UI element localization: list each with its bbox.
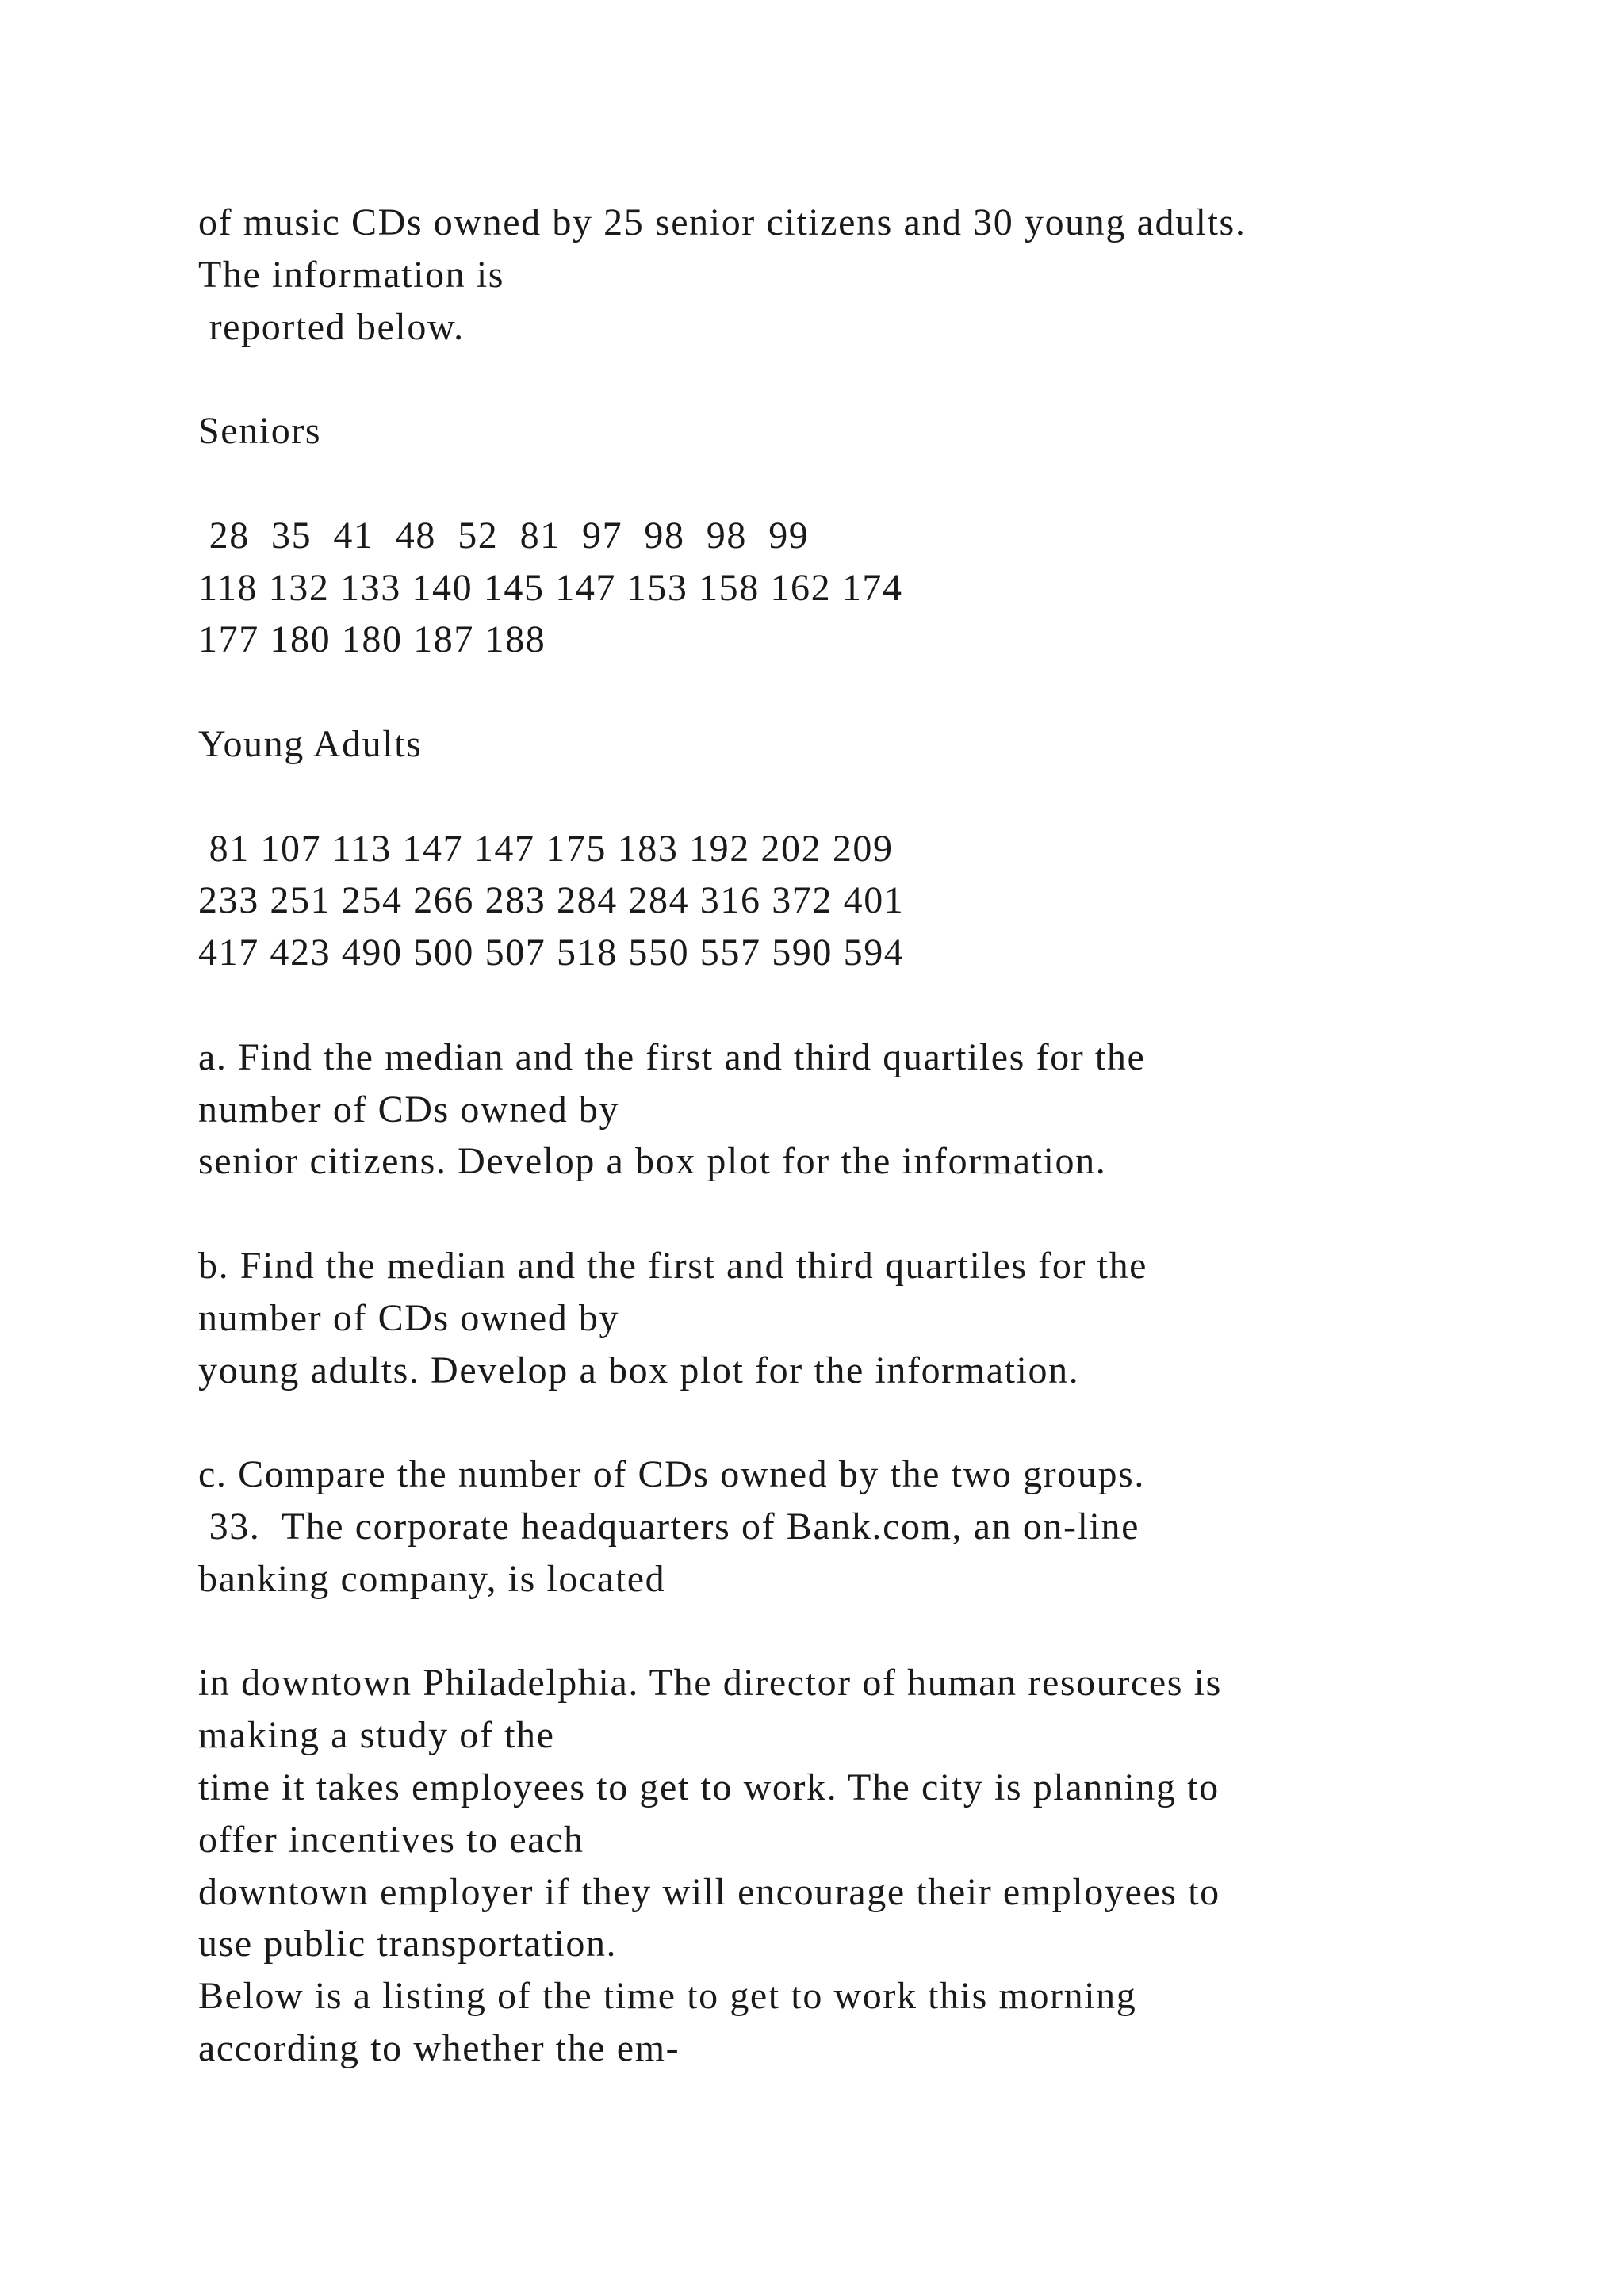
- data-row-young-adults: 417 423 490 500 507 518 550 557 590 594: [198, 932, 905, 974]
- problem-33: Below is a listing of the time to get to work this morning: [198, 1975, 1137, 2018]
- document-body: [198, 197, 1546, 2075]
- question-a: senior citizens. Develop a box plot for the information.: [198, 1140, 1107, 1183]
- problem-33: banking company, is located: [198, 1557, 666, 1600]
- blank-line: [198, 353, 1546, 405]
- section-heading-young-adults: Young Adults: [198, 722, 423, 765]
- blank-line: [198, 979, 1546, 1031]
- problem-33: time it takes employees to get to work. The city is planning to: [198, 1766, 1220, 1808]
- problem-33: 33. The corporate headquarters of Bank.com, an on-line: [198, 1505, 1139, 1548]
- data-row-young-adults: 81 107 113 147 147 175 183 192 202 209: [198, 827, 894, 870]
- question-b: number of CDs owned by: [198, 1296, 620, 1339]
- problem-33: according to whether the em-: [198, 2026, 680, 2069]
- blank-line: [198, 457, 1546, 510]
- blank-line: [198, 1396, 1546, 1448]
- data-row-seniors: 28 35 41 48 52 81 97 98 98 99: [198, 514, 810, 557]
- question-b: young adults. Develop a box plot for the information.: [198, 1349, 1080, 1391]
- question-c: c. Compare the number of CDs owned by the two groups.: [198, 1453, 1145, 1496]
- question-a: a. Find the median and the first and third quartiles for the: [198, 1035, 1146, 1078]
- question-b: b. Find the median and the first and third quartiles for the: [198, 1244, 1148, 1287]
- blank-line: [198, 771, 1546, 823]
- blank-line: [198, 1605, 1546, 1658]
- problem-33: downtown employer if they will encourage their employees to: [198, 1870, 1220, 1913]
- data-row-seniors: 177 180 180 187 188: [198, 618, 546, 661]
- blank-line: [198, 666, 1546, 718]
- data-row-young-adults: 233 251 254 266 283 284 284 316 372 401: [198, 879, 905, 922]
- text-line: of music CDs owned by 25 senior citizens and 30 young adults.: [198, 201, 1247, 243]
- question-a: number of CDs owned by: [198, 1088, 620, 1131]
- text-line: reported below.: [198, 305, 465, 348]
- problem-33: in downtown Philadelphia. The director of human resources is: [198, 1662, 1222, 1705]
- blank-line: [198, 1188, 1546, 1240]
- text-line: The information is: [198, 253, 505, 296]
- section-heading-seniors: Seniors: [198, 410, 322, 453]
- problem-33: use public transportation.: [198, 1923, 618, 1965]
- data-row-seniors: 118 132 133 140 145 147 153 158 162 174: [198, 566, 903, 609]
- problem-33: offer incentives to each: [198, 1818, 584, 1861]
- problem-33: making a study of the: [198, 1714, 555, 1757]
